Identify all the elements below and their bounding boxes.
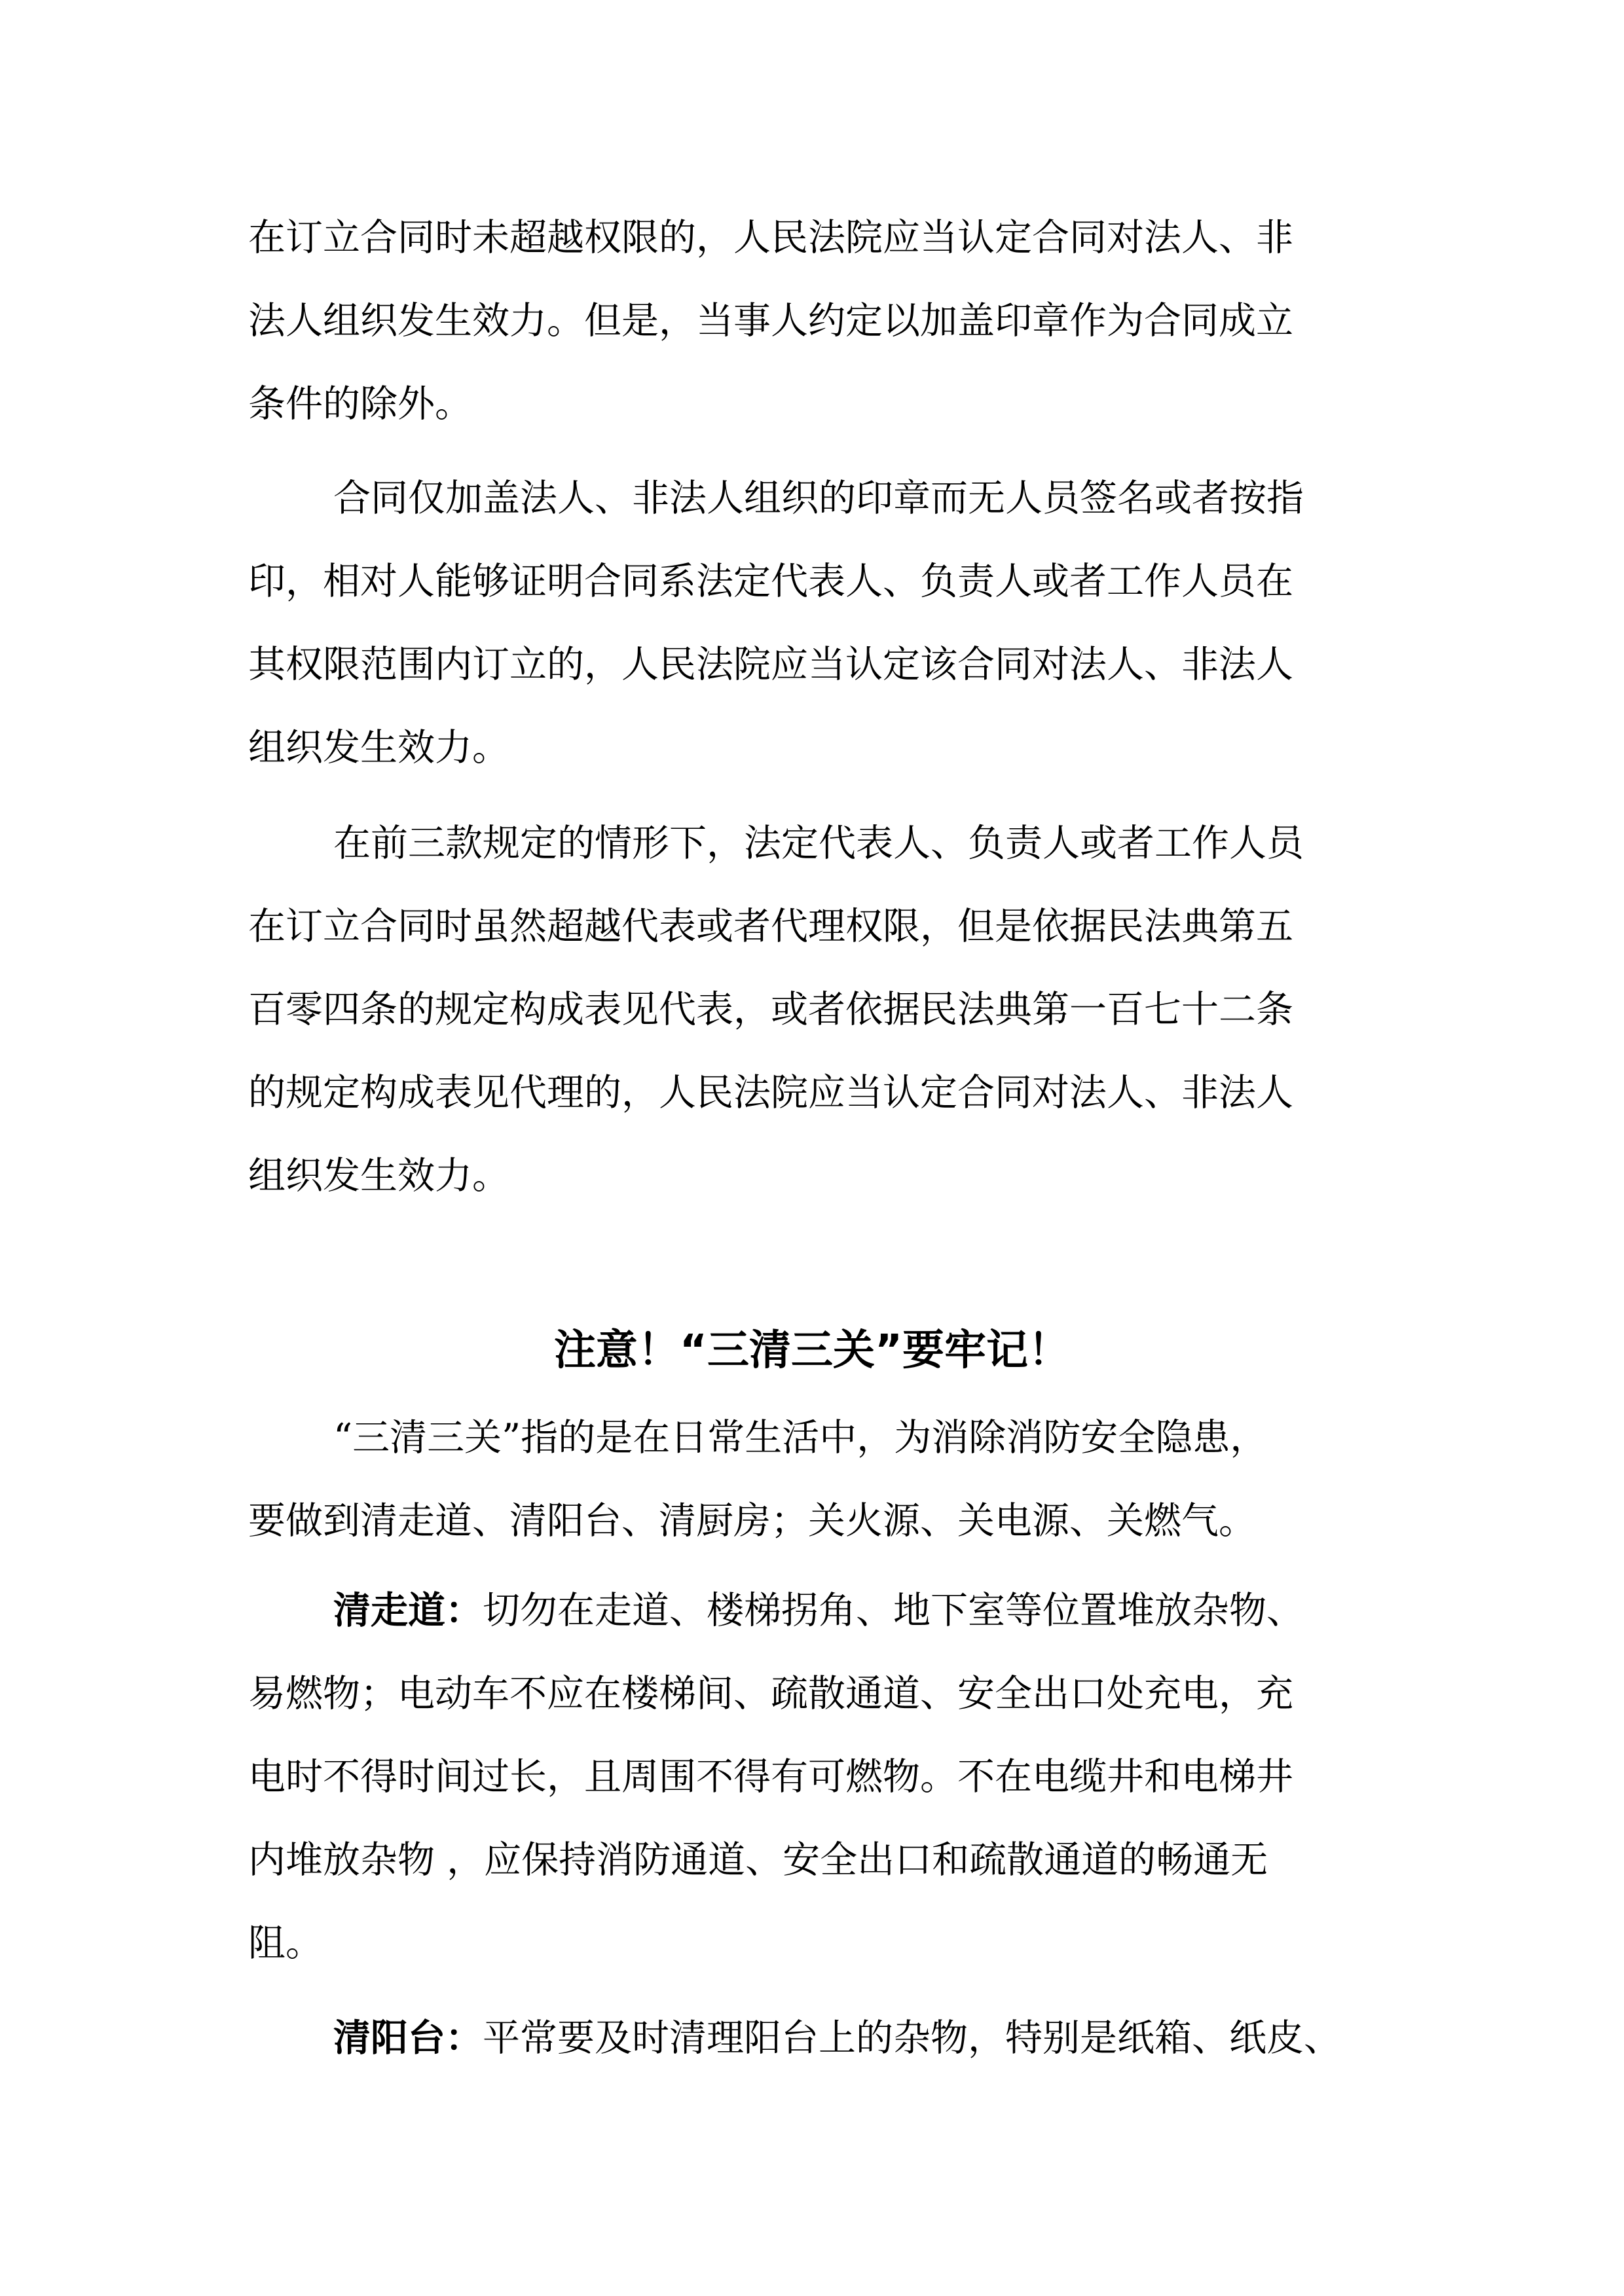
paragraph-line: 组织发生效力。 [248,1154,509,1197]
paragraph-line: 内堆放杂物 ，应保持消防通道、安全出口和疏散通道的畅通无 [248,1838,1268,1882]
paragraph-line: 在订立合同时虽然超越代表或者代理权限，但是依据民法典第五 [248,905,1293,948]
paragraph-line: 在订立合同时未超越权限的，人民法院应当认定合同对法人、非 [248,216,1293,259]
section-title: 注意！“三清三关”要牢记！ [553,1326,1071,1375]
item-label: 清阳台： [333,2016,483,2060]
item-label: 清走道： [333,1588,483,1632]
paragraph-line: 条件的除外。 [248,382,472,426]
paragraph-line: 在前三款规定的情形下，法定代表人、负责人或者工作人员 [333,822,1304,865]
paragraph-line: 百零四条的规定构成表见代表，或者依据民法典第一百七十二条 [248,988,1293,1031]
paragraph-line: 的规定构成表见代理的，人民法院应当认定合同对法人、非法人 [248,1071,1293,1114]
paragraph-line: 易燃物；电动车不应在楼梯间、疏散通道、安全出口处充电，充 [248,1672,1293,1715]
paragraph-line: “三清三关”指的是在日常生活中，为消除消防安全隐患， [333,1416,1268,1459]
paragraph-line: 其权限范围内订立的，人民法院应当认定该合同对法人、非法人 [248,643,1293,686]
paragraph-line: 合同仅加盖法人、非法人组织的印章而无人员签名或者按指 [333,477,1304,520]
paragraph-line: 阻。 [248,1922,323,1965]
paragraph-line [248,2012,1466,2064]
paragraph-line: 要做到清走道、清阳台、清厨房；关火源、关电源、关燃气。 [248,1499,1256,1542]
paragraph-line: 组织发生效力。 [248,726,509,769]
paragraph-line: 法人组织发生效力。但是，当事人约定以加盖印章作为合同成立 [248,299,1293,342]
item-text: 平常要及时清理阳台上的杂物，特别是纸箱、纸皮、 [483,2016,1341,2060]
paragraph-line: 印，相对人能够证明合同系法定代表人、负责人或者工作人员在 [248,560,1293,603]
item-text: 切勿在走道、楼梯拐角、地下室等位置堆放杂物、 [483,1589,1304,1632]
paragraph-line: 电时不得时间过长，且周围不得有可燃物。不在电缆井和电梯井 [248,1755,1293,1798]
paragraph-line [248,1584,1466,1637]
